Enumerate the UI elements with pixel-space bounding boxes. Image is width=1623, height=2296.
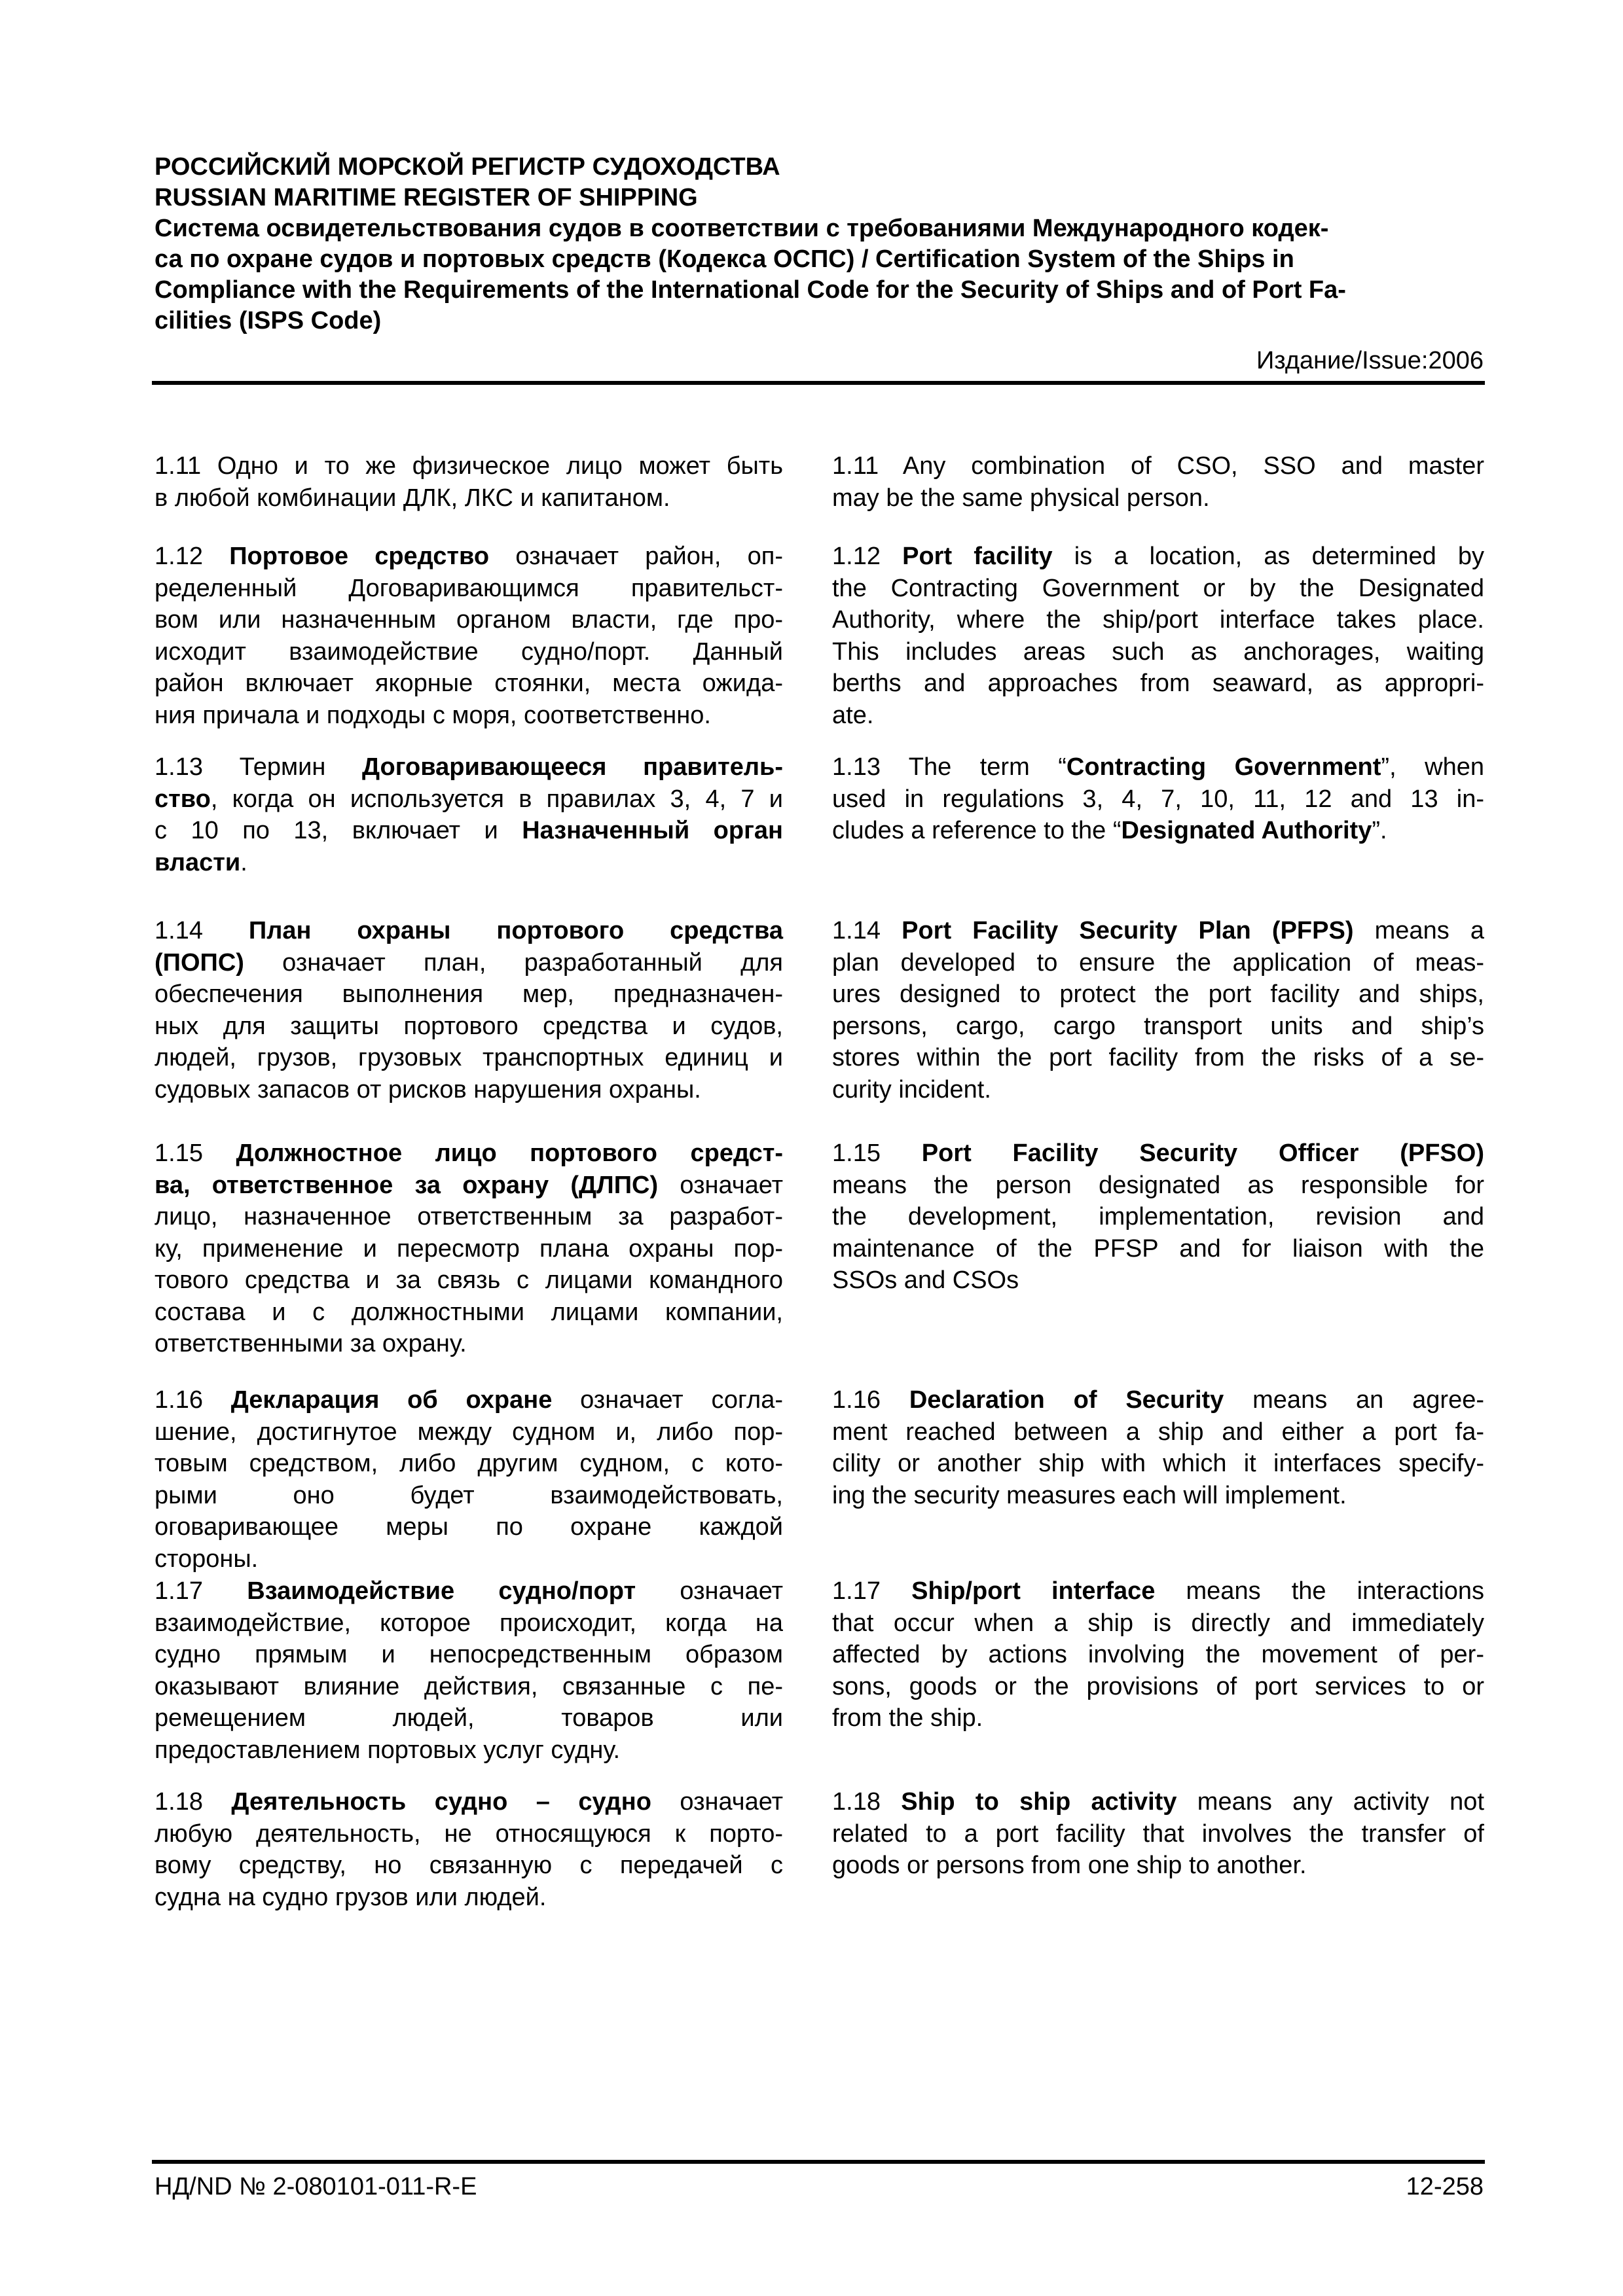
line-text: ing the security measures each will implement. — [832, 1481, 1347, 1509]
line-text: оказывают влияние действия, связанные с пе- — [155, 1672, 783, 1700]
paragraph-line — [155, 1480, 783, 1512]
defined-term: Должностное лицо портового средст- — [236, 1139, 783, 1167]
line-text: означает согла- — [552, 1386, 783, 1414]
paragraph-en — [832, 1138, 1484, 1297]
line-text: ures designed to protect the port facility and ships, — [832, 980, 1484, 1008]
line-text: stores within the port facility from the risks of a se- — [832, 1044, 1484, 1071]
line-text: from the ship. — [832, 1704, 983, 1732]
paragraph-ru — [155, 1786, 783, 1913]
paragraph-line — [155, 1671, 783, 1703]
line-text: оговаривающее меры по охране каждой — [155, 1513, 783, 1541]
defined-term: власти — [155, 848, 241, 876]
paragraph-line — [155, 541, 783, 573]
line-text: район включает якорные стоянки, места ожида- — [155, 670, 783, 697]
defined-term: Designated Authority — [1121, 817, 1372, 844]
paragraph-ru — [155, 1575, 783, 1766]
paragraph-ru — [155, 1384, 783, 1575]
line-text: 1.13 The term “ — [832, 753, 1067, 781]
line-text: любую деятельность, не относящуюся к порто- — [155, 1820, 783, 1848]
paragraph-line — [155, 1233, 783, 1265]
paragraph-line — [155, 1786, 783, 1818]
paragraph-line — [832, 482, 1484, 514]
line-text: the Contracting Government or by the Designated — [832, 574, 1484, 602]
line-text: related to a port facility that involves the transfer of — [832, 1820, 1484, 1848]
paragraph-line — [155, 1734, 783, 1767]
header-rule — [152, 381, 1485, 385]
paragraph-line — [155, 978, 783, 1011]
line-text: 1.15 — [155, 1139, 236, 1167]
line-text: исходит взаимодействие судно/порт. Данный — [155, 637, 783, 666]
paragraph-line — [155, 1201, 783, 1233]
paragraph-ru — [155, 541, 783, 731]
paragraph-line — [832, 1850, 1484, 1882]
line-text: судовых запасов от рисков нарушения охраны. — [155, 1075, 701, 1103]
paragraph-line — [155, 783, 783, 816]
line-text: means a — [1353, 917, 1484, 944]
line-text: ния причала и подходы с моря, соответственно. — [155, 701, 711, 729]
paragraph-line — [832, 1042, 1484, 1074]
paragraph-line — [155, 636, 783, 668]
paragraph-en — [832, 915, 1484, 1105]
paragraph-line — [832, 1818, 1484, 1850]
paragraph-line — [832, 1575, 1484, 1607]
defined-term: Port facility — [902, 543, 1053, 570]
paragraph-line — [832, 1702, 1484, 1734]
line-text: . — [240, 848, 247, 876]
defined-term: Port Facility Security Officer (PFSO) — [921, 1139, 1484, 1167]
line-text: в любой комбинации ДЛК, ЛКС и капитаном. — [155, 484, 670, 512]
line-text: cludes a reference to the “ — [832, 817, 1122, 844]
paragraph-line — [832, 1170, 1484, 1202]
line-text: ных для защиты портового средства и судов, — [155, 1012, 783, 1040]
paragraph-line — [832, 1607, 1484, 1640]
line-text: 1.12 — [155, 543, 230, 570]
paragraph-ru — [155, 1138, 783, 1360]
line-text: означает — [651, 1788, 783, 1816]
paragraph-line — [832, 1786, 1484, 1818]
paragraph-line — [832, 978, 1484, 1011]
line-text: ремещением людей, товаров или — [155, 1704, 783, 1732]
line-text: стороны. — [155, 1545, 259, 1573]
paragraph-line — [155, 1297, 783, 1329]
paragraph-line — [832, 815, 1484, 847]
paragraph-line — [155, 847, 783, 879]
paragraph-line — [155, 1416, 783, 1448]
document-header — [155, 152, 1484, 336]
line-text: вом или назначенным органом власти, где про- — [155, 606, 783, 634]
paragraph-line — [155, 1011, 783, 1043]
paragraph-line — [155, 947, 783, 979]
paragraph-line — [155, 1384, 783, 1416]
defined-term: Деятельность судно – судно — [231, 1788, 651, 1816]
line-text: 1.17 — [832, 1577, 912, 1605]
defined-term: Declaration of Security — [909, 1386, 1224, 1414]
paragraph-line — [832, 604, 1484, 636]
line-text: 1.15 — [832, 1139, 922, 1167]
line-text: с 10 по 13, включает и — [155, 817, 522, 844]
paragraph-line — [832, 1138, 1484, 1170]
line-text: Authority, where the ship/port interface takes place. — [832, 606, 1484, 634]
issue-label: Издание/Issue:2006 — [1256, 347, 1484, 374]
paragraph-line — [155, 1511, 783, 1543]
line-text: состава и с должностными лицами компании, — [155, 1298, 783, 1326]
paragraph-line — [832, 1201, 1484, 1233]
line-text: persons, cargo, cargo transport units and ship’s — [832, 1012, 1484, 1040]
footer-rule — [152, 2160, 1485, 2164]
paragraph-en — [832, 1384, 1484, 1511]
line-text: означает план, разработанный для — [244, 948, 783, 977]
paragraph-line — [832, 1384, 1484, 1416]
document-number: НД/ND № 2-080101-011-R-E — [155, 2173, 477, 2200]
line-text: означает — [658, 1171, 783, 1199]
paragraph-line — [832, 668, 1484, 700]
org-name-ru: РОССИЙСКИЙ МОРСКОЙ РЕГИСТР СУДОХОДСТВА — [155, 153, 780, 181]
line-text: ределенный Договаривающимся правительст- — [155, 574, 783, 602]
line-text: SSOs and CSOs — [832, 1266, 1019, 1294]
paragraph-line — [155, 1639, 783, 1671]
paragraph-line — [832, 1074, 1484, 1106]
paragraph-line — [155, 573, 783, 605]
line-text: This includes areas such as anchorages, waiting — [832, 637, 1484, 666]
defined-term: Договаривающееся правитель- — [361, 753, 783, 781]
paragraph-ru — [155, 915, 783, 1105]
paragraph-line — [832, 915, 1484, 947]
line-text: означает район, оп- — [489, 543, 783, 570]
line-text: plan developed to ensure the application of meas- — [832, 948, 1484, 977]
paragraph-line — [832, 1480, 1484, 1512]
defined-term: Назначенный орган — [522, 817, 783, 844]
line-text: used in regulations 3, 4, 7, 10, 11, 12 and 13 in- — [832, 785, 1484, 813]
paragraph-line — [155, 1138, 783, 1170]
paragraph-line — [832, 783, 1484, 816]
paragraph-en — [832, 1575, 1484, 1734]
paragraph-ru — [155, 751, 783, 878]
line-text: 1.12 — [832, 543, 903, 570]
paragraph-line — [155, 751, 783, 783]
line-text: судно прямым и непосредственным образом — [155, 1641, 783, 1668]
defined-term: Портовое средство — [229, 543, 490, 570]
line-text: means an agree- — [1224, 1386, 1484, 1414]
paragraph-line — [155, 1170, 783, 1202]
line-text: взаимодействие, которое происходит, когда на — [155, 1609, 783, 1637]
line-text: 1.14 — [832, 917, 902, 944]
paragraph-line — [832, 1448, 1484, 1480]
line-text: ate. — [832, 701, 874, 729]
paragraph-line — [155, 1850, 783, 1882]
line-text: обеспечения выполнения мер, предназначен- — [155, 980, 783, 1008]
defined-term: Ship to ship activity — [901, 1788, 1177, 1816]
org-name-en: RUSSIAN MARITIME REGISTER OF SHIPPING — [155, 184, 698, 211]
paragraph-line — [832, 1265, 1484, 1297]
defined-term: Ship/port interface — [911, 1577, 1156, 1605]
paragraph-line — [155, 1328, 783, 1360]
line-text: 1.17 — [155, 1577, 247, 1605]
line-text: goods or persons from one ship to another. — [832, 1852, 1307, 1879]
line-text: ment reached between a ship and either a port fa- — [832, 1418, 1484, 1446]
line-text: , когда он используется в правилах 3, 4, 7 и — [210, 785, 783, 813]
line-text: 1.14 — [155, 917, 249, 944]
line-text: 1.18 — [832, 1788, 902, 1816]
defined-term: План охраны портового средства — [248, 917, 783, 944]
line-text: that occur when a ship is directly and immediately — [832, 1609, 1484, 1637]
line-text: шение, достигнутое между судном и, либо пор- — [155, 1418, 783, 1446]
paragraph-line — [155, 450, 783, 482]
paragraph-line — [155, 1265, 783, 1297]
paragraph-line — [832, 1671, 1484, 1703]
paragraph-line — [155, 1607, 783, 1640]
defined-term: (ПОПС) — [155, 948, 244, 977]
defined-term: Contracting Government — [1066, 753, 1381, 781]
line-text: предоставлением портовых услуг судну. — [155, 1736, 621, 1764]
paragraph-line — [155, 482, 783, 514]
paragraph-ru — [155, 450, 783, 514]
line-text: ”. — [1372, 817, 1387, 844]
line-text: означает — [636, 1577, 783, 1605]
paragraph-line — [155, 668, 783, 700]
paragraph-line — [155, 1074, 783, 1106]
line-text: means the person designated as responsible for — [832, 1171, 1484, 1199]
line-text: 1.11 Any combination of CSO, SSO and master — [832, 452, 1484, 480]
paragraph-line — [832, 1639, 1484, 1671]
line-text: maintenance of the PFSP and for liaison with the — [832, 1234, 1484, 1263]
line-text: судна на судно грузов или людей. — [155, 1883, 547, 1911]
paragraph-line — [832, 947, 1484, 979]
paragraph-line — [832, 636, 1484, 668]
paragraph-line — [832, 541, 1484, 573]
defined-term: ство — [155, 785, 211, 813]
line-text: рыми оно будет взаимодействовать, — [155, 1481, 783, 1509]
line-text: 1.16 — [832, 1386, 909, 1414]
line-text: вому средству, но связанную с передачей с — [155, 1852, 783, 1879]
line-text: тового средства и за связь с лицами командного — [155, 1266, 783, 1294]
line-text: 1.13 Термин — [155, 753, 362, 781]
line-text: may be the same physical person. — [832, 484, 1210, 512]
defined-term: Декларация об охране — [230, 1386, 553, 1414]
paragraph-line — [155, 1882, 783, 1914]
paragraph-line — [832, 1233, 1484, 1265]
paragraph-line — [155, 1448, 783, 1480]
line-text: cility or another ship with which it interfaces specify- — [832, 1450, 1484, 1477]
paragraph-line — [155, 1575, 783, 1607]
paragraph-line — [155, 1702, 783, 1734]
paragraph-line — [155, 1042, 783, 1074]
line-text: товым средством, либо другим судном, с кото- — [155, 1450, 783, 1477]
line-text: ”, when — [1381, 753, 1484, 781]
paragraph-line — [155, 604, 783, 636]
line-text: means the interactions — [1155, 1577, 1484, 1605]
line-text: curity incident. — [832, 1075, 991, 1103]
line-text: лицо, назначенное ответственным за разработ- — [155, 1203, 783, 1230]
paragraph-line — [832, 751, 1484, 783]
defined-term: ва, ответственное за охрану (ДЛПС) — [155, 1171, 659, 1199]
paragraph-en — [832, 450, 1484, 514]
line-text: 1.18 — [155, 1788, 232, 1816]
line-text: 1.11 Одно и то же физическое лицо может быть — [155, 452, 783, 480]
line-text: ку, применение и пересмотр плана охраны пор- — [155, 1234, 783, 1263]
line-text: berths and approaches from seaward, as appropri- — [832, 670, 1484, 697]
line-text: людей, грузов, грузовых транспортных единиц и — [155, 1044, 783, 1071]
line-text: the development, implementation, revision and — [832, 1203, 1484, 1230]
paragraph-line — [832, 1416, 1484, 1448]
line-text: ответственными за охрану. — [155, 1330, 467, 1357]
line-text: means any activity not — [1176, 1788, 1484, 1816]
paragraph-en — [832, 1786, 1484, 1882]
paragraph-line — [155, 700, 783, 732]
line-text: sons, goods or the provisions of port services to or — [832, 1672, 1484, 1700]
line-text: is a location, as determined by — [1052, 543, 1484, 570]
paragraph-en — [832, 541, 1484, 731]
paragraph-line — [832, 573, 1484, 605]
paragraph-line — [832, 1011, 1484, 1043]
paragraph-line — [155, 915, 783, 947]
paragraph-line — [155, 815, 783, 847]
paragraph-en — [832, 751, 1484, 847]
line-text: affected by actions involving the movement of per- — [832, 1641, 1484, 1668]
line-text: 1.16 — [155, 1386, 231, 1414]
defined-term: Port Facility Security Plan (PFPS) — [902, 917, 1354, 944]
page-number: 12-258 — [1406, 2173, 1484, 2200]
paragraph-line — [155, 1818, 783, 1850]
paragraph-line — [155, 1543, 783, 1575]
document-subtitle: Система освидетельствования судов в соответствии с требованиями Международного кодек- са по охране судов и портовых средств (Кодекса ОСПС) / Certification System of the Ships in Compliance with the Requirements of the International Code for the Security of Ships and of Port Fa- cilities (ISPS Code) — [155, 215, 1346, 334]
paragraph-line — [832, 700, 1484, 732]
defined-term: Взаимодействие судно/порт — [247, 1577, 636, 1605]
paragraph-line — [832, 450, 1484, 482]
